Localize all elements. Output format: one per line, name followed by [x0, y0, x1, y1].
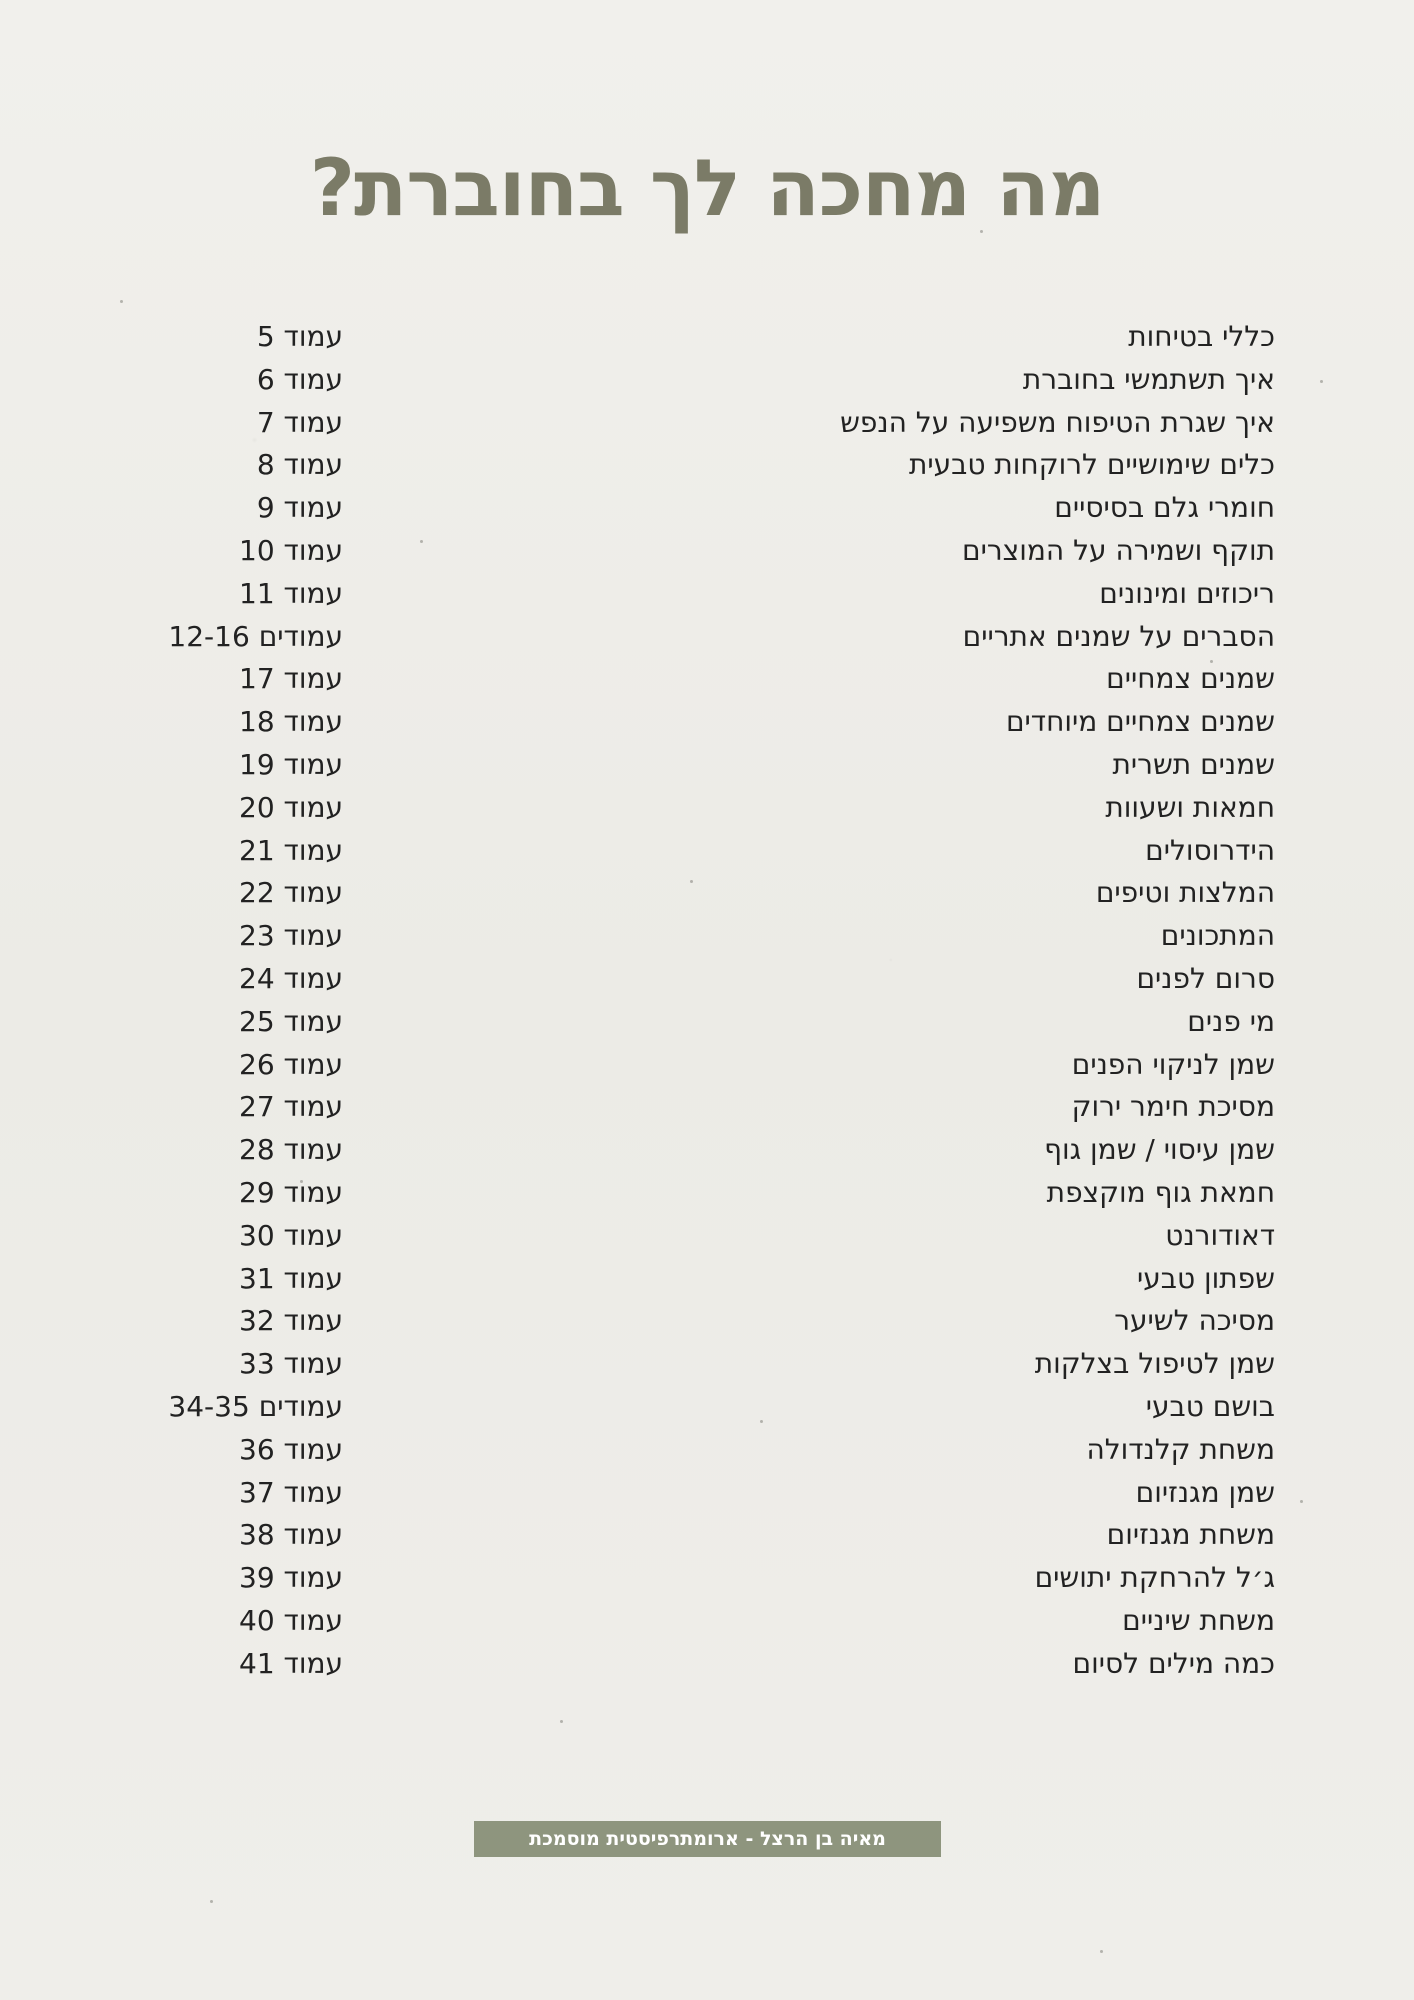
- toc-topic: משחת מגנזיום: [1106, 1518, 1275, 1552]
- toc-row: [160, 872, 1275, 915]
- toc-row: [160, 958, 1275, 1001]
- toc-page-number: עמוד 11: [239, 576, 343, 610]
- paper-speck: [420, 540, 423, 543]
- paper-speck: [690, 880, 693, 883]
- toc-page-number: עמוד 26: [239, 1047, 343, 1081]
- toc-topic: שפתון טבעי: [1136, 1261, 1275, 1295]
- toc-row: [160, 316, 1275, 359]
- toc-page-number: עמוד 8: [256, 448, 343, 482]
- toc-row: [160, 701, 1275, 744]
- toc-page-number: עמוד 27: [239, 1090, 343, 1124]
- toc-page-number: עמוד 22: [239, 876, 343, 910]
- toc-page-number: עמוד 24: [239, 961, 343, 995]
- table-of-contents: [160, 316, 1275, 1680]
- toc-row: [160, 530, 1275, 573]
- toc-page-number: עמוד 36: [239, 1432, 343, 1466]
- page-title: מה מחכה לך בחוברת?: [309, 144, 1105, 234]
- toc-page-number: עמוד 19: [239, 747, 343, 781]
- toc-topic: מסיכה לשיער: [1114, 1304, 1275, 1338]
- toc-topic: שמן עיסוי / שמן גוף: [1044, 1133, 1275, 1167]
- toc-topic: בושם טבעי: [1145, 1389, 1275, 1423]
- paper-speck: [1300, 1500, 1303, 1503]
- toc-page-number: עמוד 9: [256, 491, 343, 525]
- toc-topic: מי פנים: [1187, 1004, 1275, 1038]
- toc-row: [160, 1429, 1275, 1472]
- toc-topic: ריכוזים ומינונים: [1099, 576, 1275, 610]
- toc-topic: שמן לניקוי הפנים: [1071, 1047, 1275, 1081]
- toc-topic: כמה מילים לסיום: [1072, 1646, 1275, 1680]
- paper-speck: [1210, 660, 1213, 663]
- paper-speck: [210, 1900, 213, 1903]
- toc-row: [160, 1643, 1275, 1686]
- toc-topic: ג׳ל להרחקת יתושים: [1034, 1561, 1275, 1595]
- toc-page-number: עמודים 12-16: [168, 619, 343, 653]
- toc-page-number: עמוד 31: [239, 1261, 343, 1295]
- paper-speck: [560, 1720, 563, 1723]
- toc-page-number: עמוד 40: [239, 1603, 343, 1637]
- toc-page-number: עמוד 17: [239, 662, 343, 696]
- toc-row: [160, 1172, 1275, 1215]
- toc-topic: הידרוסולים: [1145, 833, 1275, 867]
- toc-topic: שמנים צמחיים מיוחדים: [1005, 705, 1275, 739]
- toc-page-number: עמוד 29: [239, 1175, 343, 1209]
- toc-topic: שמנים תשרית: [1112, 747, 1275, 781]
- toc-page-number: עמוד 20: [239, 790, 343, 824]
- toc-row: [160, 787, 1275, 830]
- toc-topic: איך שגרת הטיפוח משפיעה על הנפש: [840, 405, 1275, 439]
- toc-topic: חומרי גלם בסיסיים: [1054, 491, 1275, 525]
- toc-topic: שמנים צמחיים: [1106, 662, 1275, 696]
- toc-page-number: עמוד 30: [239, 1218, 343, 1252]
- footer-author-banner: מאיה בן הרצל - ארומתרפיסטית מוסמכת: [474, 1821, 941, 1857]
- toc-page-number: עמוד 33: [239, 1347, 343, 1381]
- toc-row: [160, 658, 1275, 701]
- toc-topic: המתכונים: [1160, 919, 1275, 953]
- toc-topic: מסיכת חימר ירוק: [1071, 1090, 1275, 1124]
- toc-topic: איך תשתמשי בחוברת: [1022, 362, 1275, 396]
- toc-row: [160, 359, 1275, 402]
- paper-speck: [300, 1180, 303, 1183]
- toc-page-number: עמוד 25: [239, 1004, 343, 1038]
- toc-row: [160, 444, 1275, 487]
- toc-page-number: עמוד 21: [239, 833, 343, 867]
- toc-row: [160, 402, 1275, 445]
- toc-row: [160, 1557, 1275, 1600]
- toc-topic: חמאות ושעוות: [1105, 790, 1275, 824]
- toc-row: [160, 1215, 1275, 1258]
- toc-row: [160, 1386, 1275, 1429]
- toc-topic: הסברים על שמנים אתריים: [962, 619, 1275, 653]
- toc-page-number: עמוד 6: [256, 362, 343, 396]
- toc-page-number: עמוד 18: [239, 705, 343, 739]
- toc-topic: שמן לטיפול בצלקות: [1034, 1347, 1275, 1381]
- toc-page-number: עמוד 32: [239, 1304, 343, 1338]
- toc-page-number: עמודים 34-35: [168, 1389, 343, 1423]
- toc-topic: כלים שימושיים לרוקחות טבעית: [908, 448, 1275, 482]
- toc-page-number: עמוד 5: [256, 320, 343, 353]
- toc-page-number: עמוד 7: [256, 405, 343, 439]
- toc-row: [160, 1600, 1275, 1643]
- toc-row: [160, 1086, 1275, 1129]
- toc-topic: משחת שיניים: [1122, 1603, 1275, 1637]
- toc-page-number: עמוד 10: [239, 533, 343, 567]
- toc-row: [160, 830, 1275, 873]
- paper-speck: [760, 1420, 763, 1423]
- paper-speck: [120, 300, 123, 303]
- toc-row: [160, 1129, 1275, 1172]
- toc-page-number: עמוד 38: [239, 1518, 343, 1552]
- toc-page-number: עמוד 39: [239, 1561, 343, 1595]
- toc-row: [160, 616, 1275, 659]
- toc-topic: סרום לפנים: [1136, 961, 1275, 995]
- toc-topic: חמאת גוף מוקצפת: [1046, 1175, 1275, 1209]
- toc-topic: משחת קלנדולה: [1086, 1432, 1275, 1466]
- toc-row: [160, 1258, 1275, 1301]
- toc-row: [160, 1044, 1275, 1087]
- paper-speck: [1100, 1950, 1103, 1953]
- toc-row: [160, 1514, 1275, 1557]
- toc-row: [160, 915, 1275, 958]
- toc-row: [160, 573, 1275, 616]
- toc-row: [160, 1001, 1275, 1044]
- toc-topic: דאודורנט: [1165, 1218, 1275, 1252]
- toc-page-number: עמוד 23: [239, 919, 343, 953]
- toc-topic: כללי בטיחות: [1128, 320, 1275, 353]
- toc-row: [160, 1300, 1275, 1343]
- paper-speck: [980, 230, 983, 233]
- toc-page-number: עמוד 41: [239, 1646, 343, 1680]
- toc-topic: תוקף ושמירה על המוצרים: [962, 533, 1275, 567]
- toc-page-number: עמוד 37: [239, 1475, 343, 1509]
- toc-row: [160, 487, 1275, 530]
- toc-row: [160, 1472, 1275, 1515]
- toc-row: [160, 1343, 1275, 1386]
- paper-speck: [1320, 380, 1323, 383]
- toc-topic: שמן מגנזיום: [1135, 1475, 1275, 1509]
- toc-topic: המלצות וטיפים: [1095, 876, 1275, 910]
- toc-page-number: עמוד 28: [239, 1133, 343, 1167]
- toc-row: [160, 744, 1275, 787]
